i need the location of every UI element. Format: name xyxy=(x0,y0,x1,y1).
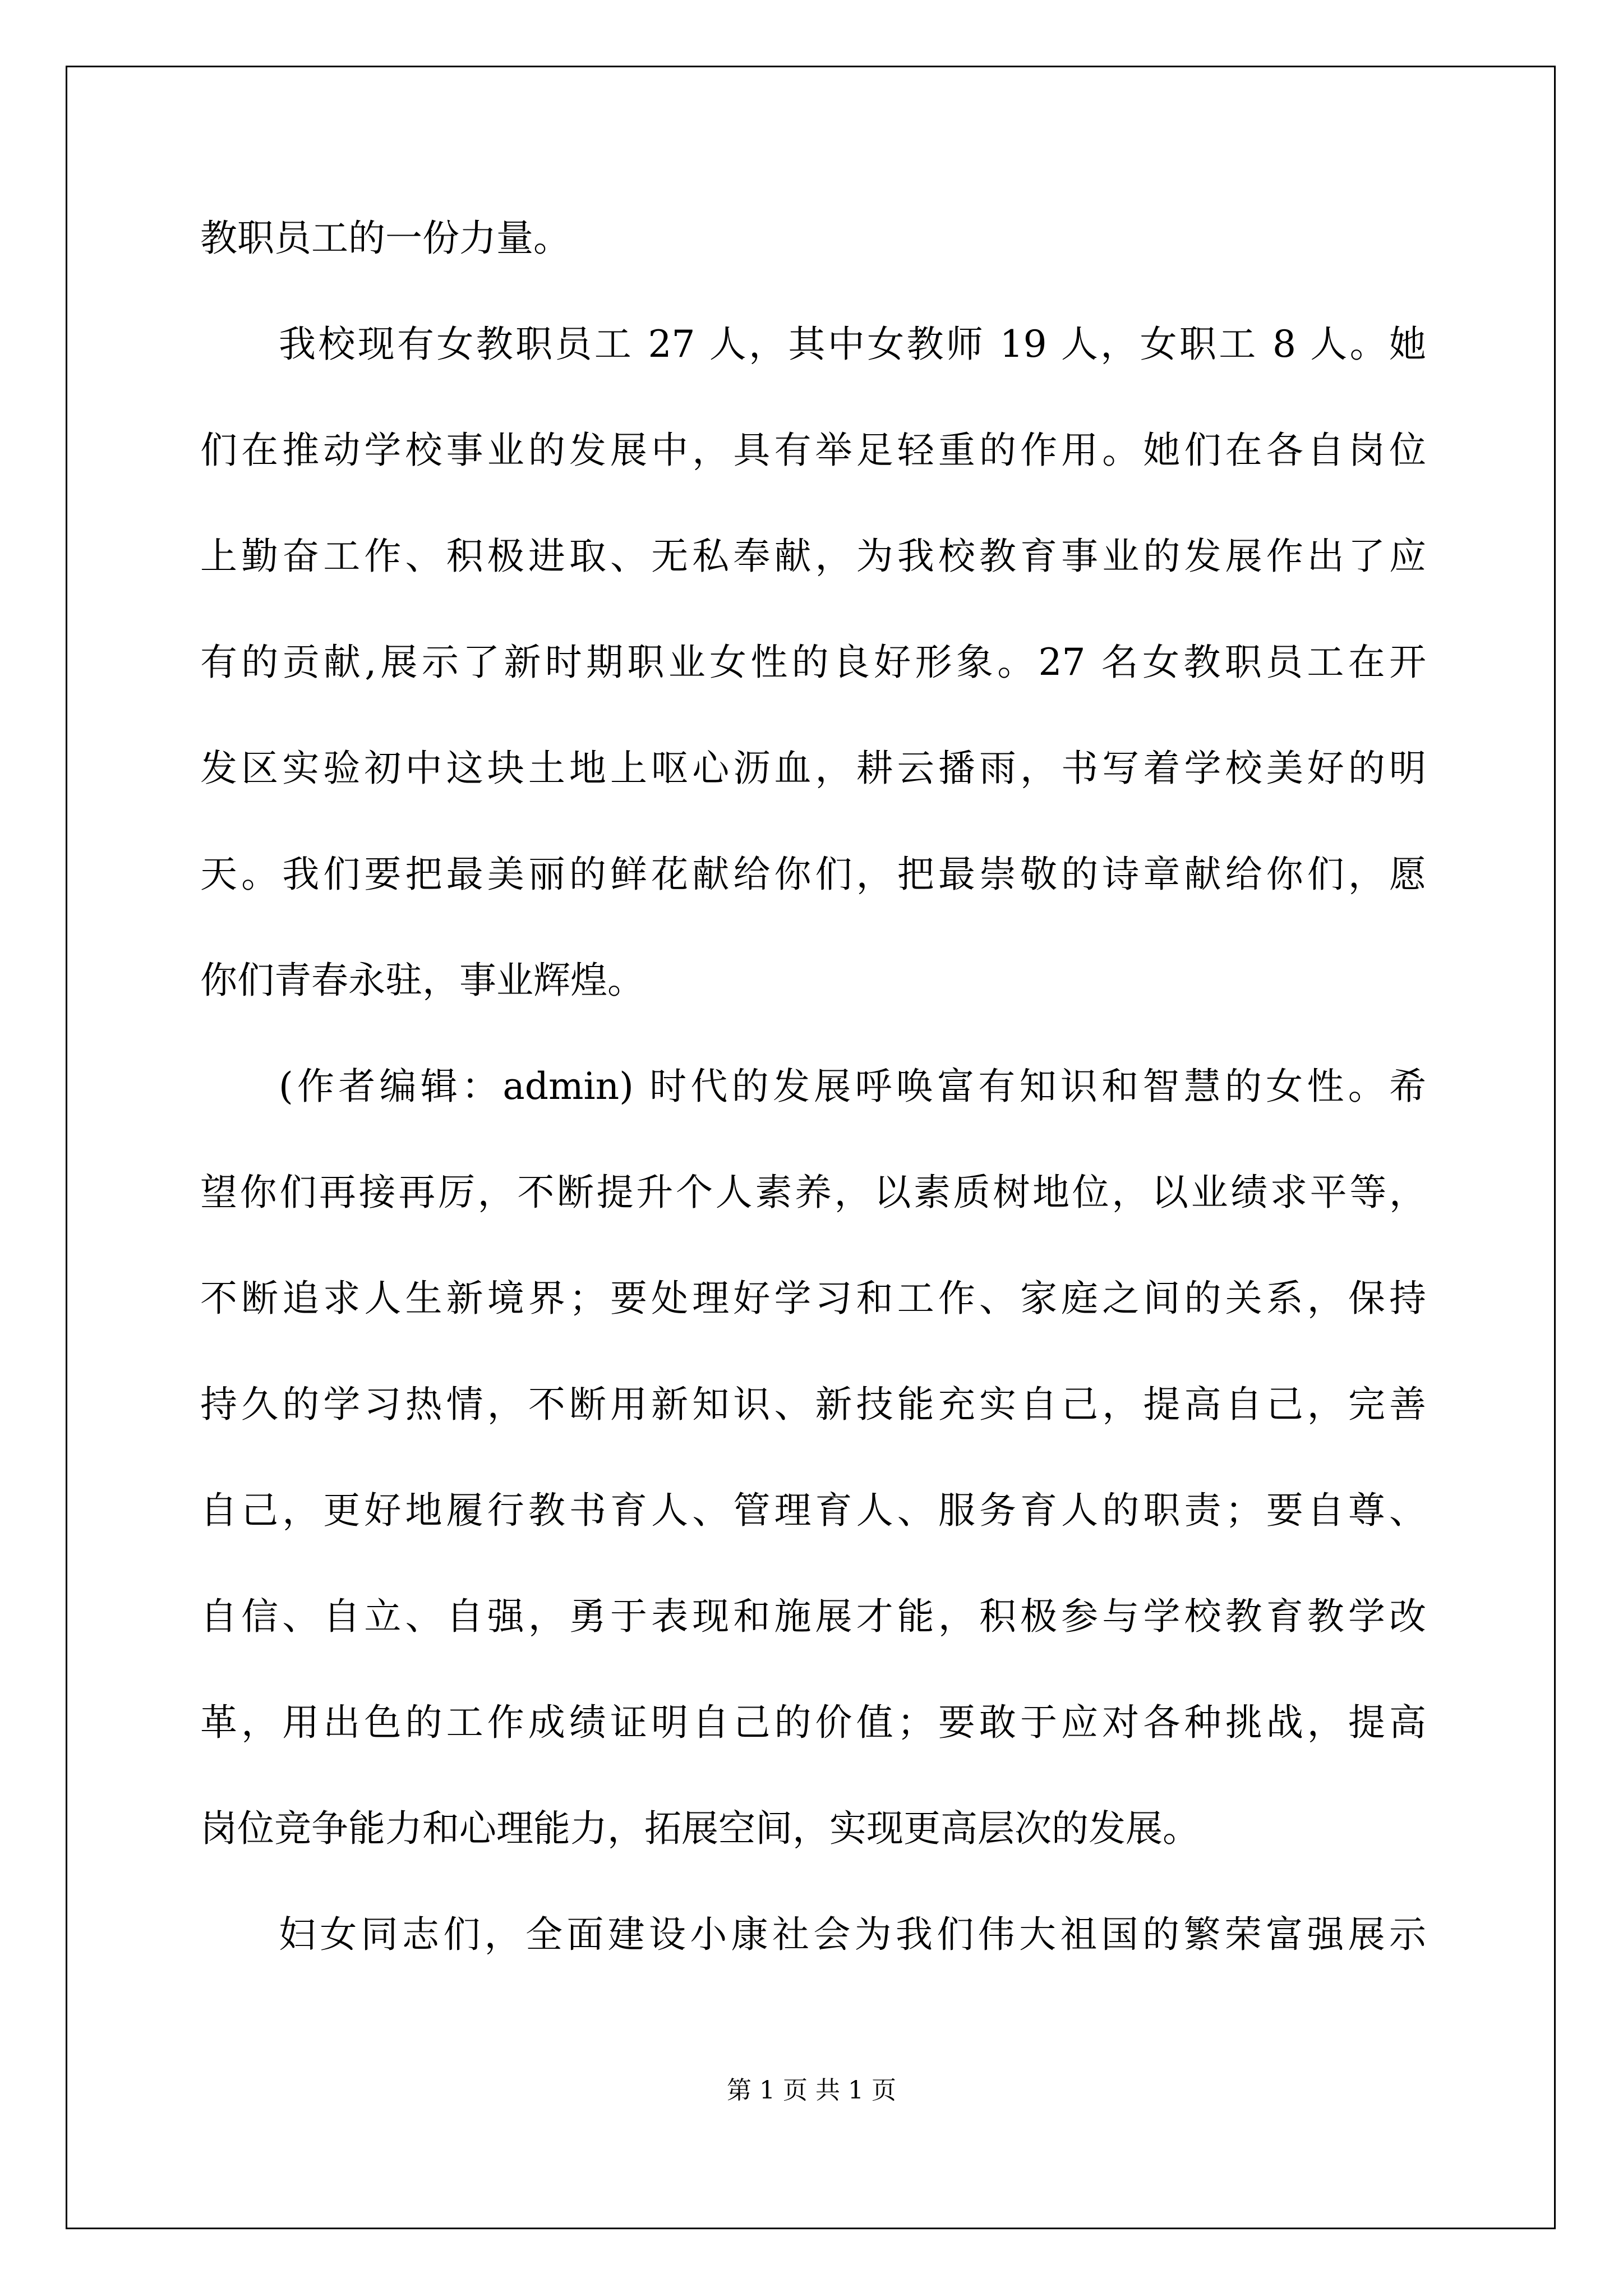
page-number-footer: 第 1 页 共 1 页 xyxy=(727,2076,896,2105)
text-line: 持久的学习热情，不断用新知识、新技能充实自己，提高自己，完善 xyxy=(200,1383,1426,1426)
text-line: 岗位竞争能力和心理能力，拓展空间，实现更高层次的发展。 xyxy=(200,1807,1200,1850)
text-line: 望你们再接再厉，不断提升个人素养，以素质树地位，以业绩求平等， xyxy=(200,1171,1426,1214)
text-line: 有的贡献,展示了新时期职业女性的良好形象。27 名女教职员工在开 xyxy=(200,641,1426,684)
text-line: 们在推动学校事业的发展中，具有举足轻重的作用。她们在各自岗位 xyxy=(200,429,1426,472)
paragraph-start-line: 妇女同志们，全面建设小康社会为我们伟大祖国的繁荣富强展示 xyxy=(279,1913,1426,1956)
text-line: 革，用出色的工作成绩证明自己的价值；要敢于应对各种挑战，提高 xyxy=(200,1701,1426,1744)
text-line: 上勤奋工作、积极进取、无私奉献，为我校教育事业的发展作出了应 xyxy=(200,535,1426,578)
text-line: 不断追求人生新境界；要处理好学习和工作、家庭之间的关系，保持 xyxy=(200,1277,1426,1320)
page-border xyxy=(66,66,1556,2229)
paragraph-start-line: 我校现有女教职员工 27 人，其中女教师 19 人，女职工 8 人。她 xyxy=(279,323,1426,366)
text-line: 教职员工的一份力量。 xyxy=(200,217,570,260)
text-line: 天。我们要把最美丽的鲜花献给你们，把最崇敬的诗章献给你们，愿 xyxy=(200,853,1426,896)
text-line: 自己，更好地履行教书育人、管理育人、服务育人的职责；要自尊、 xyxy=(200,1489,1426,1532)
paragraph-start-line: (作者编辑：admin) 时代的发展呼唤富有知识和智慧的女性。希 xyxy=(279,1065,1426,1108)
text-line: 你们青春永驻，事业辉煌。 xyxy=(200,959,644,1002)
text-line: 发区实验初中这块土地上呕心沥血，耕云播雨，书写着学校美好的明 xyxy=(200,747,1426,790)
text-line: 自信、自立、自强，勇于表现和施展才能，积极参与学校教育教学改 xyxy=(200,1595,1426,1638)
